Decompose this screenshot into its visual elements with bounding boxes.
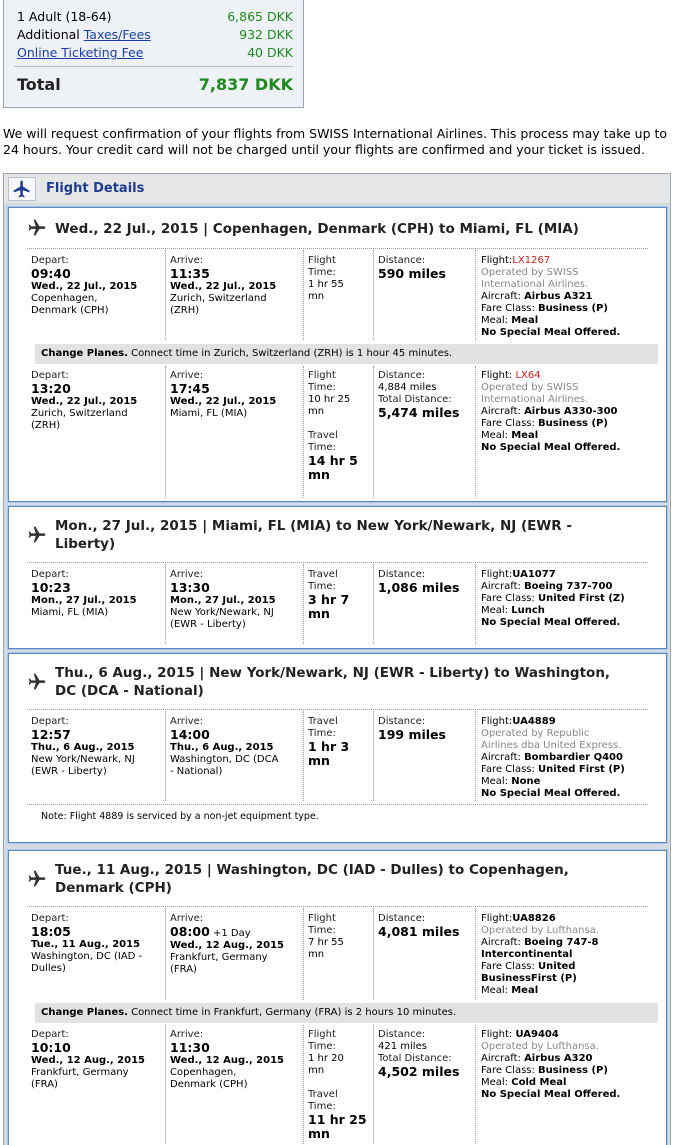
total-distance-value: 5,474 miles — [378, 405, 460, 420]
depart-time: 13:20 — [31, 381, 71, 396]
depart-date: Thu., 6 Aug., 2015 — [31, 742, 135, 753]
price-row-fee — [17, 44, 293, 61]
equipment-note: Note: Flight 4889 is serviced by a non-jet equipment type. — [41, 811, 319, 822]
arrive-time: 13:30 — [170, 580, 210, 595]
flight-card — [8, 207, 667, 502]
arrive-time: 14:00 — [170, 727, 210, 742]
card-title: Mon., 27 Jul., 2015 | Miami, FL (MIA) to New York/Newark, NJ (EWR - Liberty) — [55, 518, 572, 552]
arrive-info: Arrive: 17:45 Wed., 22 Jul., 2015 Miami, FL (MIA) — [170, 370, 277, 419]
flight-time: Flight Time: 1 hr 55 mn — [308, 255, 344, 302]
distance-info: Distance: 4,081 miles — [378, 913, 460, 939]
travel-time: 11 hr 25 — [308, 1112, 367, 1127]
airplane-icon — [8, 177, 36, 201]
price-value: 40 DKK — [247, 45, 293, 60]
arrive-city: Zurich, Switzerland — [170, 293, 267, 304]
flight-number: UA1077 — [512, 569, 556, 580]
distance-info: Distance: 590 miles — [378, 255, 446, 281]
depart-date: Wed., 12 Aug., 2015 — [31, 1055, 146, 1066]
divider — [27, 248, 648, 249]
price-value: 932 DKK — [239, 27, 293, 42]
price-row-taxes — [17, 26, 293, 43]
depart-date: Tue., 11 Aug., 2015 — [31, 939, 141, 950]
arrive-city: (ZRH) — [170, 305, 200, 316]
flight-time: Flight Time: 1 hr 20 mn Travel Time: 11 hr 25 mn — [308, 1029, 367, 1141]
card-title: Thu., 6 Aug., 2015 | New York/Newark, NJ (EWR - Liberty) to Washington, DC (DCA - National) — [55, 665, 611, 699]
arrive-info: Arrive: 14:00 Thu., 6 Aug., 2015 Washington, DC (DCA - National) — [170, 716, 279, 777]
change-planes-bar: Change Planes. Connect time in Zurich, Switzerland (ZRH) is 1 hour 45 minutes. — [35, 344, 658, 364]
flight-info: Flight:UA8826 Operated by Lufthansa. Aircraft: Boeing 747-8 Intercontinental Fare Class: United BusinessFirst (P) Meal: Meal — [481, 913, 599, 996]
flight-card — [8, 653, 667, 843]
airplane-icon — [27, 869, 47, 889]
divider — [27, 562, 648, 563]
depart-info: Depart: 12:57 Thu., 6 Aug., 2015 New York/Newark, NJ (EWR - Liberty) — [31, 716, 135, 777]
airplane-icon — [27, 218, 47, 238]
distance-info: Distance: 4,884 miles Total Distance: 5,474 miles — [378, 370, 460, 420]
arrive-date: Wed., 22 Jul., 2015 — [170, 281, 277, 292]
depart-time: 10:10 — [31, 1040, 71, 1055]
travel-time: Travel Time: 1 hr 3 mn — [308, 716, 350, 768]
arrive-info: Arrive: 11:30 Wed., 12 Aug., 2015 Copenhagen, Denmark (CPH) — [170, 1029, 285, 1090]
price-label: Additional — [17, 27, 84, 42]
price-summary — [3, 0, 304, 108]
flight-card — [8, 850, 667, 1145]
flight-number: UA8826 — [512, 913, 556, 924]
arrive-info: Arrive: 08:00 +1 Day Wed., 12 Aug., 2015 Frankfurt, Germany (FRA) — [170, 913, 285, 975]
divider — [27, 709, 648, 710]
arrive-date: Wed., 12 Aug., 2015 — [170, 940, 285, 951]
depart-time: 18:05 — [31, 924, 71, 939]
depart-info — [31, 255, 137, 317]
distance-info: Distance: 1,086 miles — [378, 569, 460, 595]
arrive-time: 11:35 — [170, 266, 210, 281]
change-planes-bar: Change Planes. Connect time in Frankfurt, Germany (FRA) is 2 hours 10 minutes. — [35, 1003, 658, 1023]
flight-info: Flight: UA9404 Operated by Lufthansa. Aircraft: Airbus A320 Fare Class: Business (P) Meal: Cold Meal No Special Meal Offered. — [481, 1029, 621, 1100]
online-ticketing-fee-link[interactable]: Online Ticketing Fee — [17, 45, 144, 60]
depart-info: Depart: 18:05 Tue., 11 Aug., 2015 Washington, DC (IAD - Dulles) — [31, 913, 143, 974]
distance-info: Distance: 199 miles — [378, 716, 446, 742]
distance-value: 590 miles — [378, 266, 446, 281]
flight-info: Flight:UA4889 Operated by Republic Airlines dba United Express. Aircraft: Bombardier Q400 Fare Class: United First (P) Meal: None No Special Meal Offered. — [481, 716, 625, 799]
depart-city: Copenhagen, — [31, 293, 98, 304]
card-title: Tue., 11 Aug., 2015 | Washington, DC (IAD - Dulles) to Copenhagen, Denmark (CPH) — [55, 862, 569, 896]
taxes-fees-link[interactable]: Taxes/Fees — [83, 27, 151, 42]
divider — [14, 66, 293, 67]
arrive-date: Wed., 22 Jul., 2015 — [170, 396, 277, 407]
flight-time: Flight Time: 7 hr 55 mn — [308, 913, 344, 960]
distance-info: Distance: 421 miles Total Distance: 4,502 miles — [378, 1029, 460, 1079]
arrive-time: 08:00 — [170, 924, 210, 939]
page-title: Flight Details — [46, 181, 145, 196]
travel-time: Travel Time: 3 hr 7 mn — [308, 569, 350, 621]
flight-number: LX1267 — [512, 255, 551, 266]
airplane-icon — [27, 672, 47, 692]
flight-time: Flight Time: 10 hr 25 mn Travel Time: 14 hr 5 mn — [308, 370, 358, 482]
arrive-date: Thu., 6 Aug., 2015 — [170, 742, 274, 753]
depart-label: Depart: — [31, 255, 69, 266]
depart-time: 12:57 — [31, 727, 71, 742]
depart-time: 09:40 — [31, 266, 71, 281]
arrive-time: 11:30 — [170, 1040, 210, 1055]
depart-date: Wed., 22 Jul., 2015 — [31, 396, 138, 407]
confirmation-notice: We will request confirmation of your flights from SWISS International Airlines. This process may take up to 24 hours. Your credit card will not be charged until your flights are confirmed and your ticket is issued. — [3, 126, 668, 157]
arrive-label: Arrive: — [170, 255, 204, 266]
flight-number: UA9404 — [515, 1029, 559, 1040]
depart-date: Wed., 22 Jul., 2015 — [31, 281, 138, 292]
travel-time: 14 hr 5 — [308, 453, 358, 468]
price-value: 6,865 DKK — [227, 9, 293, 24]
arrive-info — [170, 255, 276, 317]
total-value: 7,837 DKK — [198, 75, 293, 94]
plus-day-badge: +1 Day — [212, 928, 251, 939]
flight-info: Flight: LX64 Operated by SWISS International Airlines. Aircraft: Airbus A330-300 Fare Class: Business (P) Meal: Meal No Special Meal Offered. — [481, 370, 621, 453]
total-distance-value: 4,502 miles — [378, 1064, 460, 1079]
arrive-date: Wed., 12 Aug., 2015 — [170, 1055, 285, 1066]
flight-number: UA4889 — [512, 716, 556, 727]
arrive-info: Arrive: 13:30 Mon., 27 Jul., 2015 New York/Newark, NJ (EWR - Liberty) — [170, 569, 276, 630]
flight-info: Flight:LX1267 Operated by SWISS International Airlines. Aircraft: Airbus A321 Fare Class: Business (P) Meal: Meal No Special Meal Offered. — [481, 255, 621, 338]
price-row-adult — [17, 8, 293, 25]
depart-time: 10:23 — [31, 580, 71, 595]
depart-info: Depart: 10:23 Mon., 27 Jul., 2015 Miami, FL (MIA) — [31, 569, 137, 618]
flight-details-header — [3, 173, 671, 203]
airplane-icon — [27, 525, 47, 545]
flight-number: LX64 — [515, 370, 541, 381]
depart-date: Mon., 27 Jul., 2015 — [31, 595, 137, 606]
flight-card — [8, 506, 667, 649]
total-label: Total — [17, 75, 61, 94]
card-title: Wed., 22 Jul., 2015 | Copenhagen, Denmark (CPH) to Miami, FL (MIA) — [55, 221, 579, 237]
divider — [27, 804, 648, 805]
divider — [27, 906, 648, 907]
depart-info: Depart: 10:10 Wed., 12 Aug., 2015 Frankfurt, Germany (FRA) — [31, 1029, 146, 1090]
flight-info: Flight:UA1077 Aircraft: Boeing 737-700 Fare Class: United First (Z) Meal: Lunch No Special Meal Offered. — [481, 569, 625, 628]
price-label: 1 Adult (18-64) — [17, 9, 112, 24]
depart-info: Depart: 13:20 Wed., 22 Jul., 2015 Zurich, Switzerland (ZRH) — [31, 370, 138, 431]
depart-city: Denmark (CPH) — [31, 305, 109, 316]
arrive-date: Mon., 27 Jul., 2015 — [170, 595, 276, 606]
arrive-time: 17:45 — [170, 381, 210, 396]
